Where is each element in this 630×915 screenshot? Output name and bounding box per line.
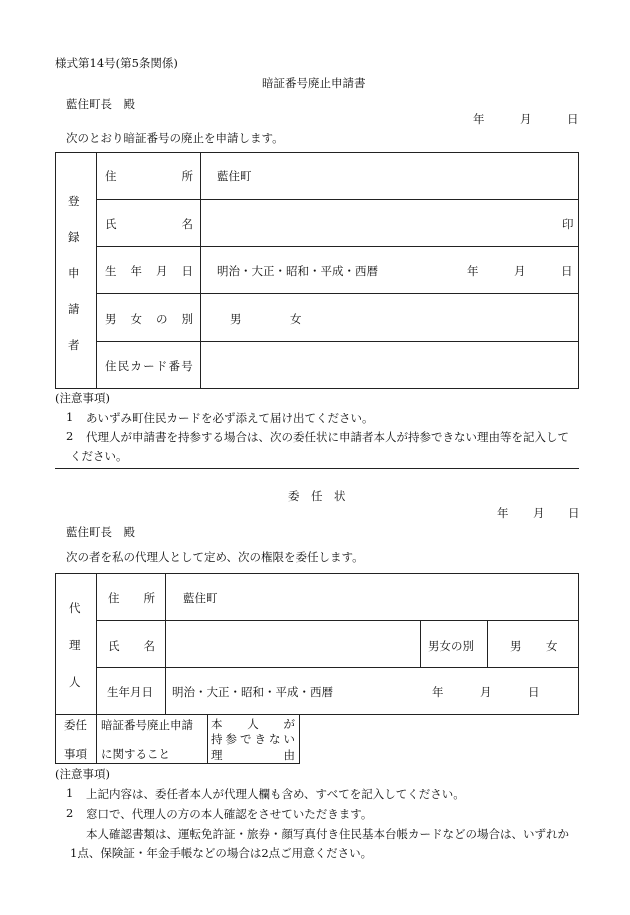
birth-month-label: 月 [514,264,526,278]
form-title: 暗証番号廃止申請書 [262,76,366,90]
delegation-addressee: 藍住町長 殿 [66,525,135,539]
note-item: 代理人が申請書を持参する場合は、次の委任状に申請者本人が持参できない理由等を記入して [86,430,569,444]
birth-year-label: 年 [467,264,479,278]
agent-birth-day-label: 日 [528,685,540,699]
delegation-date-day: 日 [568,506,580,520]
seal-mark: 印 [562,217,574,231]
notes-heading: (注意事項) [55,767,110,781]
section-divider [55,468,579,469]
birth-era-options: 明治・大正・昭和・平成・西暦 [217,264,378,278]
agent-address-label: 住 所 [108,591,155,605]
address-value: 藍住町 [217,169,252,183]
sex-label: 男 女 の 別 [105,312,193,326]
note-item-sub: 本人確認書類は、運転免許証・旅券・顔写真付き住民基本台帳カードなどの場合は、いずれか [86,827,569,841]
delegation-date-year: 年 [497,506,509,520]
note-item: あいずみ町住民カードを必ず添えて届け出てください。 [86,411,374,425]
date-day-label: 日 [567,112,579,126]
note-item-continued: ください。 [70,449,128,463]
delegated-matter-label-line2: 事項 [64,747,87,761]
name-label: 氏 名 [105,217,193,231]
agent-birth-year-label: 年 [432,685,444,699]
sex-male-option: 男 [230,312,242,326]
reason-label-row1: 本 人 が [211,717,295,731]
delegation-date-month: 月 [533,506,545,520]
addressee: 藍住町長 殿 [66,97,135,111]
agent-sex-female-option: 女 [546,639,558,653]
delegation-intro: 次の者を私の代理人として定め、次の権限を委任します。 [66,550,364,564]
birthdate-label: 生 年 月 日 [105,264,193,278]
intro-text: 次のとおり暗証番号の廃止を申請します。 [66,131,284,145]
date-year-label: 年 [473,112,485,126]
delegation-title: 委 任 状 [288,489,346,503]
reason-label-row3: 理 由 [211,748,295,762]
note-item-sub-continued: 1点、保険証・年金手帳などの場合は2点ご用意ください。 [70,846,373,860]
resident-card-number-label: 住民カード番号 [105,359,194,373]
note-item: 窓口で、代理人の方の本人確認をさせていただきます。 [86,807,373,821]
delegated-matter-label-line1: 委任 [64,718,87,732]
sex-female-option: 女 [290,312,302,326]
agent-group-label: 代 理 人 [69,601,81,689]
agent-birthdate-label: 生年月日 [107,685,153,699]
note-number: 2 [66,429,74,443]
note-item: 上記内容は、委任者本人が代理人欄も含め、すべてを記入してください。 [86,787,465,801]
notes-heading: (注意事項) [55,391,110,405]
birth-day-label: 日 [561,264,573,278]
agent-birth-month-label: 月 [480,685,492,699]
note-number: 1 [66,410,74,424]
note-number: 1 [66,786,74,800]
delegated-matter-line1: 暗証番号廃止申請 [101,718,193,732]
agent-sex-label: 男女の別 [428,639,474,653]
applicant-group-label: 登 録 申 請 者 [68,194,80,352]
delegated-matter-line2: に関すること [101,747,170,761]
address-label: 住 所 [105,169,193,183]
agent-birth-era-options: 明治・大正・昭和・平成・西暦 [172,685,333,699]
note-number: 2 [66,806,74,820]
form-number: 様式第14号(第5条関係) [55,56,178,70]
date-month-label: 月 [520,112,532,126]
agent-address-value: 藍住町 [183,591,218,605]
reason-label-row2: 持 参 で き な い [211,732,295,746]
agent-sex-male-option: 男 [510,639,522,653]
agent-name-label: 氏 名 [108,639,155,653]
